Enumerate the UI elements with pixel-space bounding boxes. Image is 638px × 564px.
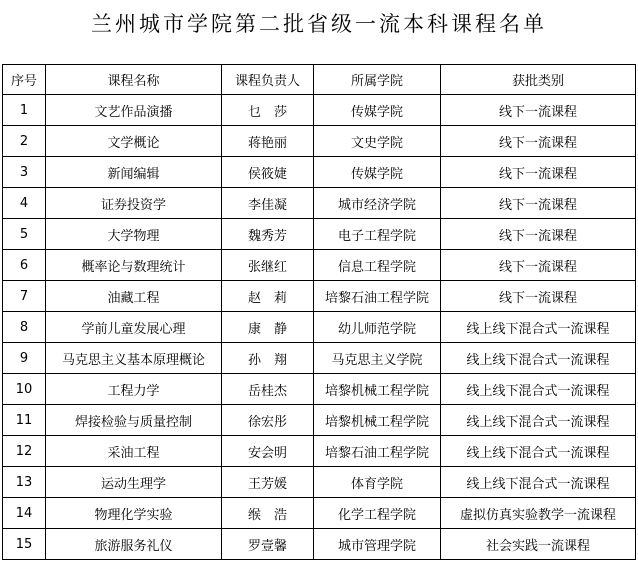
cell-course-lead: 安会明 [222, 436, 314, 467]
cell-index: 15 [3, 529, 46, 560]
cell-index: 12 [3, 436, 46, 467]
cell-index: 14 [3, 498, 46, 529]
cell-category: 线下一流课程 [441, 250, 636, 281]
cell-category: 线上线下混合式一流课程 [441, 405, 636, 436]
cell-course-name: 新闻编辑 [46, 157, 222, 188]
cell-category: 社会实践一流课程 [441, 529, 636, 560]
table-row [3, 436, 636, 467]
cell-college: 培黎机械工程学院 [314, 374, 441, 405]
cell-college: 文史学院 [314, 126, 441, 157]
header-category: 获批类别 [441, 65, 636, 95]
cell-course-lead: 李佳凝 [222, 188, 314, 219]
cell-course-name: 概率论与数理统计 [46, 250, 222, 281]
cell-course-lead: 缑 浩 [222, 498, 314, 529]
table-row [3, 126, 636, 157]
cell-course-name: 学前儿童发展心理 [46, 312, 222, 343]
cell-course-lead: 王芳媛 [222, 467, 314, 498]
cell-category: 线下一流课程 [441, 157, 636, 188]
cell-category: 虚拟仿真实验教学一流课程 [441, 498, 636, 529]
cell-category: 线下一流课程 [441, 188, 636, 219]
table-row [3, 343, 636, 374]
cell-index: 11 [3, 405, 46, 436]
cell-index: 13 [3, 467, 46, 498]
cell-course-name: 大学物理 [46, 219, 222, 250]
header-index: 序号 [3, 65, 46, 95]
page-title: 兰州城市学院第二批省级一流本科课程名单 [91, 12, 547, 36]
cell-course-lead: 张继红 [222, 250, 314, 281]
cell-course-name: 工程力学 [46, 374, 222, 405]
cell-college: 培黎石油工程学院 [314, 436, 441, 467]
table-header-row [3, 65, 636, 95]
cell-college: 体育学院 [314, 467, 441, 498]
cell-category: 线上线下混合式一流课程 [441, 436, 636, 467]
cell-course-lead: 康 静 [222, 312, 314, 343]
table-row [3, 281, 636, 312]
cell-college: 马克思主义学院 [314, 343, 441, 374]
cell-course-lead: 罗壹馨 [222, 529, 314, 560]
cell-course-name: 运动生理学 [46, 467, 222, 498]
cell-college: 城市管理学院 [314, 529, 441, 560]
cell-category: 线下一流课程 [441, 126, 636, 157]
table-row [3, 250, 636, 281]
cell-course-name: 文艺作品演播 [46, 95, 222, 126]
cell-college: 培黎机械工程学院 [314, 405, 441, 436]
cell-category: 线上线下混合式一流课程 [441, 312, 636, 343]
cell-course-name: 物理化学实验 [46, 498, 222, 529]
cell-index: 6 [3, 250, 46, 281]
table-row [3, 188, 636, 219]
cell-index: 4 [3, 188, 46, 219]
table-row [3, 498, 636, 529]
cell-category: 线下一流课程 [441, 95, 636, 126]
cell-index: 7 [3, 281, 46, 312]
table-row [3, 374, 636, 405]
cell-course-name: 证券投资学 [46, 188, 222, 219]
cell-index: 1 [3, 95, 46, 126]
cell-college: 信息工程学院 [314, 250, 441, 281]
cell-college: 传媒学院 [314, 95, 441, 126]
cell-index: 5 [3, 219, 46, 250]
cell-course-lead: 赵 莉 [222, 281, 314, 312]
cell-college: 电子工程学院 [314, 219, 441, 250]
cell-course-name: 油藏工程 [46, 281, 222, 312]
cell-index: 2 [3, 126, 46, 157]
cell-course-lead: 蒋艳丽 [222, 126, 314, 157]
cell-index: 9 [3, 343, 46, 374]
header-course-lead: 课程负责人 [222, 65, 314, 95]
header-college: 所属学院 [314, 65, 441, 95]
cell-college: 城市经济学院 [314, 188, 441, 219]
table-row [3, 405, 636, 436]
cell-course-name: 马克思主义基本原理概论 [46, 343, 222, 374]
cell-college: 化学工程学院 [314, 498, 441, 529]
cell-category: 线下一流课程 [441, 219, 636, 250]
cell-course-lead: 侯筱婕 [222, 157, 314, 188]
cell-college: 培黎石油工程学院 [314, 281, 441, 312]
header-course-name: 课程名称 [46, 65, 222, 95]
cell-index: 3 [3, 157, 46, 188]
cell-index: 10 [3, 374, 46, 405]
cell-college: 幼儿师范学院 [314, 312, 441, 343]
table-row [3, 529, 636, 560]
cell-category: 线上线下混合式一流课程 [441, 374, 636, 405]
cell-course-name: 焊接检验与质量控制 [46, 405, 222, 436]
cell-index: 8 [3, 312, 46, 343]
cell-category: 线上线下混合式一流课程 [441, 467, 636, 498]
cell-category: 线下一流课程 [441, 281, 636, 312]
cell-course-name: 旅游服务礼仪 [46, 529, 222, 560]
table-row [3, 157, 636, 188]
table-row [3, 219, 636, 250]
cell-course-name: 文学概论 [46, 126, 222, 157]
table-row [3, 467, 636, 498]
cell-category: 线上线下混合式一流课程 [441, 343, 636, 374]
cell-course-lead: 岳桂杰 [222, 374, 314, 405]
table-row [3, 312, 636, 343]
cell-course-name: 采油工程 [46, 436, 222, 467]
cell-course-lead: 徐宏彤 [222, 405, 314, 436]
course-table [2, 64, 636, 560]
table-row [3, 95, 636, 126]
cell-college: 传媒学院 [314, 157, 441, 188]
cell-course-lead: 魏秀芳 [222, 219, 314, 250]
cell-course-lead: 乜 莎 [222, 95, 314, 126]
cell-course-lead: 孙 翔 [222, 343, 314, 374]
